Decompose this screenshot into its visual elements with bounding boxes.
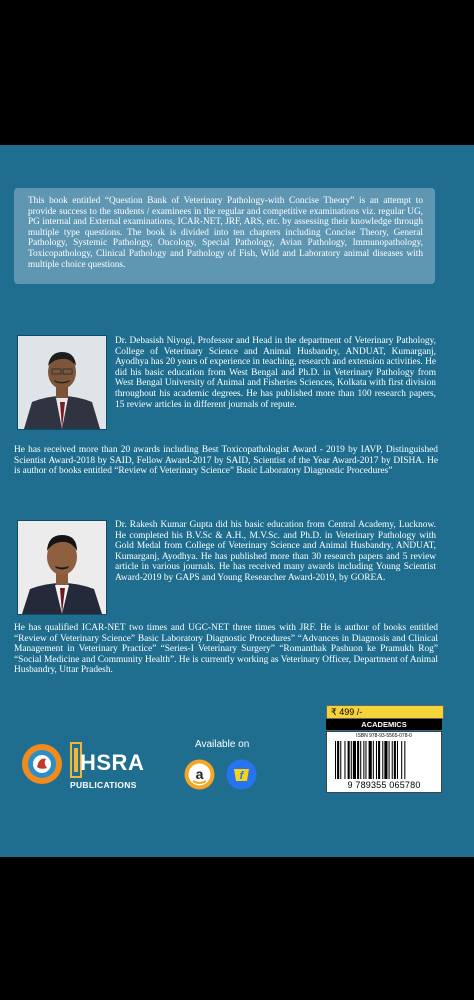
barcode-bar xyxy=(337,741,339,779)
author2-bio-side: Dr. Rakesh Kumar Gupta did his basic education from Central Academy, Lucknow. He completed his B.V.Sc & A.H., M.V.Sc. and Ph.D. in Veterinary Pathology with Gold Medal from College of Veterinary Science and Animal Husbandry, ANDUAT, Kumarganj, Ayodhya. He has published more than 30 research papers and 5 review article in various journals. He has received many awards including Young Scientist Award-2019 by GAPS and Young Researcher Award-2019, by GOREA. xyxy=(115,520,436,583)
barcode-bar xyxy=(369,741,372,779)
available-on-label: Available on xyxy=(195,739,250,750)
svg-text:f: f xyxy=(239,770,244,782)
price-label: ₹ 499 /- xyxy=(326,705,444,719)
barcode-bar xyxy=(384,741,387,779)
barcode-bar xyxy=(363,741,364,779)
barcode-bar xyxy=(389,741,390,779)
barcode-bar xyxy=(394,741,396,779)
book-summary-text: This book entitled “Question Bank of Veterinary Pathology-with Concise Theory” is an attempt to provide success to the students / examinees in the regular and competitive examinations viz. regular UG, PG internal and External examinations, ICAR-NET, JRF, ARS, etc. by assessing their knowledge through multiple type questions. The book is divided into ten chapters including Concise Theory, General Pathology, Systemic Pathology, Oncology, Special Pathology, Avian Pathology, Immunopathology, Toxicopathology, Clinical Pathology and Pathology of Fish, Wild and Laboratory animal diseases with multiple choice questions. xyxy=(28,196,423,270)
barcode-bar xyxy=(378,741,380,779)
back-cover xyxy=(0,145,474,857)
barcode-bar xyxy=(404,741,405,779)
barcode xyxy=(326,731,442,793)
publisher-name: HSRA xyxy=(80,750,145,775)
barcode-bar xyxy=(373,741,374,779)
barcode-bar xyxy=(353,741,356,779)
flipkart-icon[interactable] xyxy=(226,759,257,790)
barcode-bars xyxy=(335,741,435,779)
barcode-bar xyxy=(335,741,336,779)
barcode-bar xyxy=(360,741,361,779)
isbn-text: ISBN 978-93-5565-078-0 xyxy=(356,733,412,739)
publisher-emblem-icon xyxy=(21,743,63,785)
barcode-bar xyxy=(392,741,393,779)
author1-bio-continued: He has received more than 20 awards including Best Toxicopathologist Award - 2019 by IAVP, Distinguished Scientist Award-2018 by SAID, Fellow Award-2017 by SAID, Scientist of the Year Award-2017 by DISHA. He is author of books entitled “Review of Veterinary Science” Basic Laboratory Diagnostic Procedures” xyxy=(14,445,438,477)
barcode-bar xyxy=(357,741,359,779)
book-summary-box xyxy=(14,188,435,284)
barcode-bar xyxy=(376,741,377,779)
barcode-bar xyxy=(340,741,341,779)
category-label: ACADEMICS xyxy=(326,719,442,730)
barcode-digits: 9 789355 065780 xyxy=(347,780,421,790)
author1-bio-side: Dr. Debasish Niyogi, Professor and Head in the department of Veterinary Pathology, College of Veterinary Science and Animal Husbandry, ANDUAT, Kumarganj, Ayodhya has 20 years of experience in teaching, research and extension activities. He did his basic education from West Bengal and Ph.D. in Veterinary Pathology from West Bengal University of Animal and Fisheries Sciences, Kolkata with first division throughout his academic degrees. He has published more than 100 research papers, 15 review articles in different journals of repute. xyxy=(115,336,436,410)
author1-photo xyxy=(17,335,107,430)
barcode-bar xyxy=(351,741,352,779)
author2-photo xyxy=(17,520,107,615)
amazon-icon[interactable] xyxy=(184,759,215,790)
barcode-bar xyxy=(401,741,402,779)
barcode-bar xyxy=(348,741,350,779)
barcode-bar xyxy=(365,741,366,779)
barcode-bar xyxy=(397,741,398,779)
author2-bio-continued: He has qualified ICAR-NET two times and UGC-NET three times with JRF. He is author of books entitled “Review of Veterinary Science” Basic Laboratory Diagnostic Procedures” “Advances in Diagnosis and Clinical Management in Veterinary Practice” “Series-I Veterinary Surgery” “Romanthak Pashuon ke Pramukh Rog” “Social Medicine and Community Health”. He is currently working as Veterinary Officer, Department of Animal Husbandry, Uttar Pradesh. xyxy=(14,623,438,676)
barcode-bar xyxy=(382,741,383,779)
barcode-bar xyxy=(344,741,345,779)
publisher-subtitle: PUBLICATIONS xyxy=(70,780,137,790)
svg-text:a: a xyxy=(195,766,204,782)
